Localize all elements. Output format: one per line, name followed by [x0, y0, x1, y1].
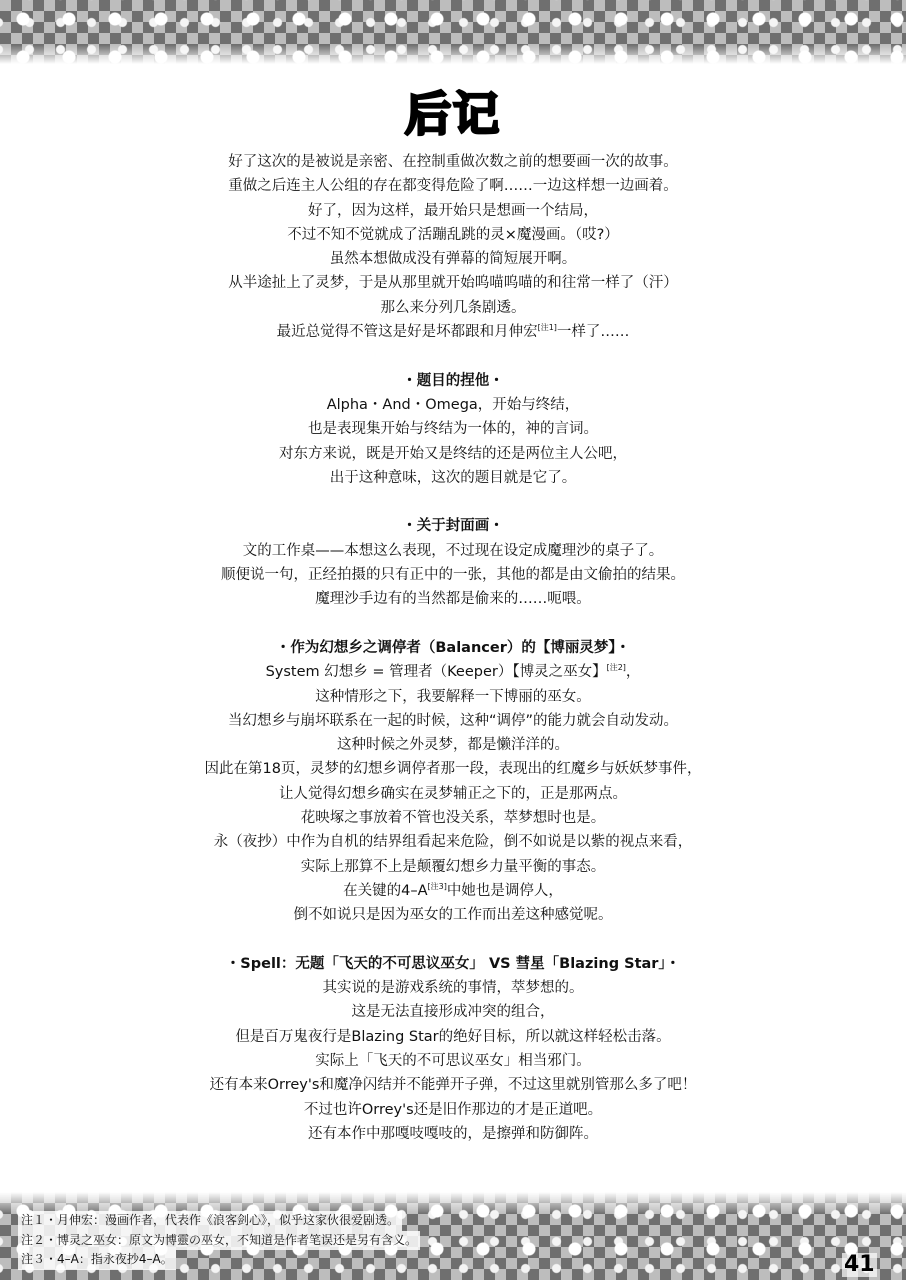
- section-text: 中她也是调停人，: [446, 882, 563, 899]
- note-marker-3: [注3]: [427, 881, 447, 891]
- section-line: 出于这种意味，这次的题目就是它了。: [329, 469, 577, 486]
- section-line: Alpha・And・Omega，开始与终结，: [326, 396, 580, 413]
- section-line: 也是表现集开始与终结为一体的，神的言词。: [308, 421, 598, 438]
- section-line: 其实说的是游戏系统的事情，萃梦想的。: [322, 980, 584, 997]
- intro-line: 虽然本想做成没有弹幕的简短展开啊。: [329, 251, 577, 268]
- note-marker-2: [注2]: [606, 663, 626, 673]
- section-line-with-note: [20, 660, 886, 684]
- intro-line: 从半途扯上了灵梦，于是从那里就开始呜喵呜喵的和往常一样了（汗）: [228, 275, 678, 292]
- section-line: 花映塚之事放着不管也没关系，萃梦想时也是。: [300, 810, 606, 827]
- afterword-body: [20, 150, 886, 1146]
- section-line: 还有本来Orrey's和魔净闪结并不能弹开子弹，不过这里就别管那么多了吧！: [209, 1077, 697, 1094]
- intro-line: 好了，因为这样，最开始只是想画一个结局，: [308, 202, 598, 219]
- spacer: [20, 490, 886, 514]
- section-heading-title-origin: ・题目的捏他・: [402, 372, 504, 389]
- intro-line: 那么来分列几条剧透。: [380, 299, 526, 316]
- intro-line-with-note: [20, 320, 886, 344]
- page-title: 后记: [405, 87, 501, 141]
- section-line: 还有本作中那嘎吱嘎吱的，是擦弹和防御阵。: [308, 1125, 598, 1142]
- section-line: 文的工作桌——本想这么表现，不过现在设定成魔理沙的桌子了。: [242, 542, 664, 559]
- intro-text: 一样了……: [556, 324, 630, 341]
- intro-text: 最近总觉得不管这是好是坏都跟和月伸宏: [276, 324, 538, 341]
- section-line: 顺便说一句，正经拍摄的只有正中的一张，其他的都是由文偷拍的结果。: [221, 567, 685, 584]
- footnote-2: 注２・博灵之巫女：原文为博靈の巫女，不知道是作者笔误还是另有含义。: [18, 1231, 420, 1251]
- note-marker-1: [注1]: [537, 323, 557, 333]
- intro-line: 不过不知不觉就成了活蹦乱跳的灵×魔漫画。（哎?）: [287, 226, 619, 243]
- section-line: 这种时候之外灵梦，都是懒洋洋的。: [337, 737, 569, 754]
- section-line: 实际上那算不上是颠覆幻想乡力量平衡的事态。: [300, 858, 606, 875]
- section-line: 当幻想乡与崩坏联系在一起的时候，这种“调停”的能力就会自动发动。: [227, 712, 679, 729]
- section-heading-cover: ・关于封面画・: [402, 518, 504, 535]
- section-heading-spell: ・Spell：无题「飞天的不可思议巫女」 VS 彗星「Blazing Star」・: [225, 955, 681, 972]
- section-text: 在关键的4–A: [343, 882, 428, 899]
- section-line: 这是无法直接形成冲突的组合，: [351, 1004, 555, 1021]
- section-text: System 幻想乡 = 管理者（Keeper）【博灵之巫女】: [265, 664, 607, 681]
- section-line-with-note: [20, 879, 886, 903]
- top-decorative-border: [0, 0, 906, 64]
- section-line: 这种情形之下，我要解释一下博丽的巫女。: [315, 688, 591, 705]
- section-line: 因此在第18页，灵梦的幻想乡调停者那一段，表现出的红魔乡与妖妖梦事件，: [204, 761, 702, 778]
- footnote-3: 注３・4–A：指永夜抄4–A。: [18, 1250, 176, 1270]
- section-heading-balancer: ・作为幻想乡之调停者（Balancer）的【博丽灵梦】・: [275, 639, 631, 656]
- intro-line: 重做之后连主人公组的存在都变得危险了啊……一边这样想一边画着。: [228, 178, 678, 195]
- spacer: [20, 928, 886, 952]
- section-text: ，: [625, 664, 641, 681]
- section-line: 永（夜抄）中作为自机的结界组看起来危险，倒不如说是以紫的视点来看，: [213, 834, 693, 851]
- section-line: 实际上「飞天的不可思议巫女」相当邪门。: [315, 1052, 591, 1069]
- footnote-1: 注１・月伸宏：漫画作者，代表作《浪客剑心》，似乎这家伙很爱剧透。: [18, 1211, 402, 1231]
- section-line: 魔理沙手边有的当然都是偷来的……呃喂。: [315, 591, 591, 608]
- spacer: [20, 344, 886, 368]
- section-line: 倒不如说只是因为巫女的工作而出差这种感觉呢。: [293, 907, 613, 924]
- footnotes: [18, 1211, 420, 1270]
- spacer: [20, 612, 886, 636]
- page-number: 41: [844, 1252, 875, 1277]
- intro-line: 好了这次的是被说是亲密、在控制重做次数之前的想要画一次的故事。: [228, 154, 678, 170]
- section-line: 让人觉得幻想乡确实在灵梦辅正之下的，正是那两点。: [279, 785, 627, 802]
- section-line: 不过也许Orrey's还是旧作那边的才是正道吧。: [303, 1101, 603, 1118]
- section-line: 但是百万鬼夜行是Blazing Star的绝好目标，所以就这样轻松击落。: [235, 1028, 671, 1045]
- section-line: 对东方来说，既是开始又是终结的还是两位主人公吧，: [279, 445, 627, 462]
